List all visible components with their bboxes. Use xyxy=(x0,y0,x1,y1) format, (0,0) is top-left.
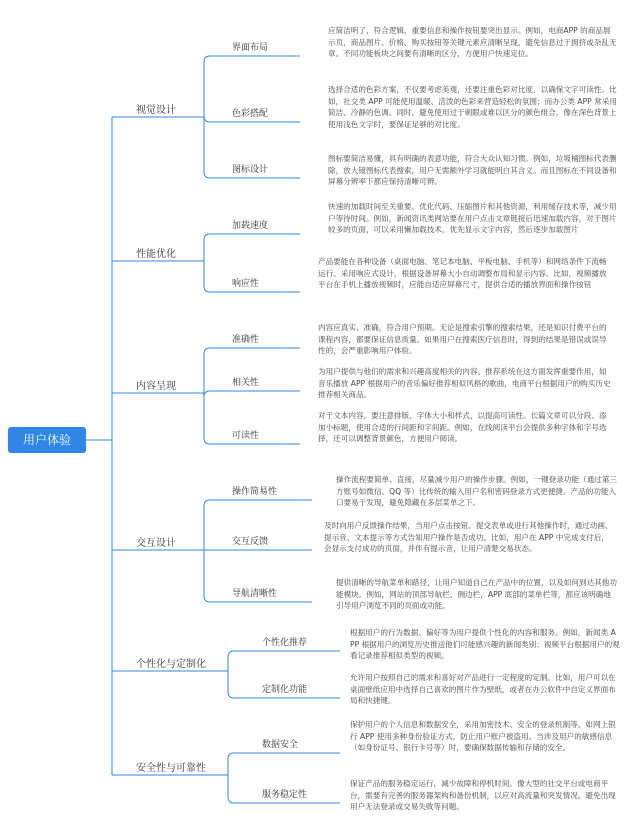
desc-load-speed: 快速的加载时间至关重要。优化代码、压缩图片和其他资源，利用缓存技术等，减少用户等待时间。例如，新闻资讯类网站要在用户点击文章链接后迅速加载内容，对于图片较多的页面，可以采用懒加载技术，优先显示文字内容，然后逐步加载图片 xyxy=(328,202,617,235)
root-node-user-experience[interactable]: 用户体验 xyxy=(8,427,86,453)
connector-leaf-1-0 xyxy=(204,234,280,261)
topic-readability[interactable]: 可读性 xyxy=(232,431,260,441)
topic-feedback[interactable]: 交互反馈 xyxy=(232,537,269,547)
desc-relevance: 为用户提供与他们的需求和兴趣高度相关的内容。推荐系统在这方面发挥重要作用，如音乐播放 APP 根据用户的音乐偏好推荐相似风格的歌曲，电商平台根据用户的购买历史推荐相关商品。 xyxy=(318,367,611,400)
connector-leaf-2-1 xyxy=(204,391,280,397)
topic-layout[interactable]: 界面布局 xyxy=(232,43,269,53)
desc-icon-design: 图标要简洁易懂，具有明确的表意功能，符合大众认知习惯。例如，垃圾桶图标代表删除，放大镜图标代表搜索，用户无需额外学习就能明白其含义。而且图标在不同设备和屏幕分辨率下都应保持清晰可辨。 xyxy=(328,154,617,187)
connector-leaf-4-0 xyxy=(228,651,320,671)
topic-relevance[interactable]: 相关性 xyxy=(232,378,260,388)
topic-recommendation[interactable]: 个性化推荐 xyxy=(262,638,308,648)
topic-accuracy[interactable]: 准确性 xyxy=(232,335,260,345)
topic-data-security[interactable]: 数据安全 xyxy=(262,740,299,750)
desc-data-security: 保护用户的个人信息和数据安全，采用加密技术、安全的登录机制等。如网上银行 APP 使用多种身份验证方式，防止用户账户被盗用。当涉及用户的敏感信息（如身份证号、银行卡号等）时，要确保数据传输和存储的安全。 xyxy=(350,720,616,753)
topic-customization[interactable]: 定制化功能 xyxy=(262,685,308,695)
desc-color: 选择合适的色彩方案，不仅要考虑美观，还要注重色彩对比度，以确保文字可读性。比如，社交类 APP 可能使用温暖、活泼的色彩来营造轻松的氛围；而办公类 APP 常采用简洁、冷静的色调。同时，避免使用过于刺眼或难以区分的颜色组合，像在深色背景上使用浅色文字时，要保证足够的对比度。 xyxy=(328,85,617,129)
topic-icon-design[interactable]: 图标设计 xyxy=(232,165,269,175)
topic-responsiveness[interactable]: 响应性 xyxy=(232,279,260,289)
desc-readability: 对于文本内容，要注意排版、字体大小和样式，以提高可读性。长篇文章可以分段、添加小标题，使用合适的行间距和字间距。例如，在线阅读平台会提供多种字体和字号选择，还可以调整背景颜色，方便用户阅读。 xyxy=(318,411,607,444)
desc-accuracy: 内容应真实、准确，符合用户预期。无论是搜索引擎的搜索结果，还是知识付费平台的课程内容，都要保证信息质量。如果用户在搜索医疗信息时，得到的结果是错误或误导性的，会严重影响用户体验。 xyxy=(318,323,607,356)
topic-ease-of-operation[interactable]: 操作简易性 xyxy=(232,487,278,497)
desc-service-stability: 保证产品的服务稳定运行，减少故障和停机时间。像大型的社交平台或电商平台，需要有完善的服务器架构和备份机制，以应对高流量和突发情况，避免出现用户无法登录或交易失败等问题。 xyxy=(350,779,616,812)
topic-color[interactable]: 色彩搭配 xyxy=(232,109,269,119)
connector-leaf-5-0 xyxy=(228,753,320,775)
desc-navigation: 提供清晰的导航菜单和路径，让用户知道自己在产品中的位置，以及如何到达其他功能模块。例如，网站的顶部导航栏、侧边栏，APP 底部的菜单栏等，都应该明确地引导用户浏览不同的页面或功能。 xyxy=(336,578,617,611)
desc-layout: 应简洁明了，符合逻辑，重要信息和操作按钮要突出显示。例如，电商APP 的商品展示页，商品图片、价格、购买按钮等关键元素应清晰呈现，避免信息过于拥挤或杂乱无章。不同功能板块之间要有清晰的区分，方便用户快速定位。 xyxy=(328,26,617,59)
topic-service-stability[interactable]: 服务稳定性 xyxy=(262,790,308,800)
desc-ease-of-operation: 操作流程要简单、直接，尽量减少用户的操作步骤。例如，一键登录功能（通过第三方账号如微信、QQ 等）比传统的输入用户名和密码登录方式更便捷。产品的功能入口要易于发现，避免隐藏在多层菜单之下。 xyxy=(336,475,617,508)
branch-visual-design[interactable]: 视觉设计 xyxy=(136,105,176,116)
branch-security[interactable]: 安全性与可靠性 xyxy=(136,763,206,774)
branch-interaction[interactable]: 交互设计 xyxy=(136,538,176,549)
desc-recommendation: 根据用户的行为数据、偏好等为用户提供个性化的内容和服务。例如，新闻类 APP 根据用户的浏览历史推送他们可能感兴趣的新闻类别；视频平台根据用户的观看记录推荐相似类型的视频。 xyxy=(350,628,620,661)
desc-customization: 允许用户按照自己的需求和喜好对产品进行一定程度的定制。比如，用户可以在桌面壁纸应用中选择自己喜欢的图片作为壁纸，或者在办公软件中自定义界面布局和快捷键。 xyxy=(350,673,616,706)
topic-navigation[interactable]: 导航清晰性 xyxy=(232,589,278,599)
desc-feedback: 及时向用户反馈操作结果，当用户点击按钮、提交表单或进行其他操作时，通过动画、提示音、文本提示等方式告知用户操作是否成功。比如，用户在 APP 中完成支付后，会显示支付成功的页面，并伴有提示音，让用户清楚交易状态。 xyxy=(324,521,613,554)
topic-load-speed[interactable]: 加载速度 xyxy=(232,221,269,231)
branch-performance[interactable]: 性能优化 xyxy=(136,249,176,260)
desc-responsiveness: 产品要能在各种设备（桌面电脑、笔记本电脑、平板电脑、手机等）和网络条件下流畅运行。采用响应式设计，根据设备屏幕大小自动调整布局和显示内容。比如，视频播放平台在手机上播放视频时，应能自适应屏幕尺寸，提供合适的播放界面和操作按钮 xyxy=(318,257,607,290)
branch-personalization[interactable]: 个性化与定制化 xyxy=(136,659,206,670)
branch-content[interactable]: 内容呈现 xyxy=(136,381,176,392)
